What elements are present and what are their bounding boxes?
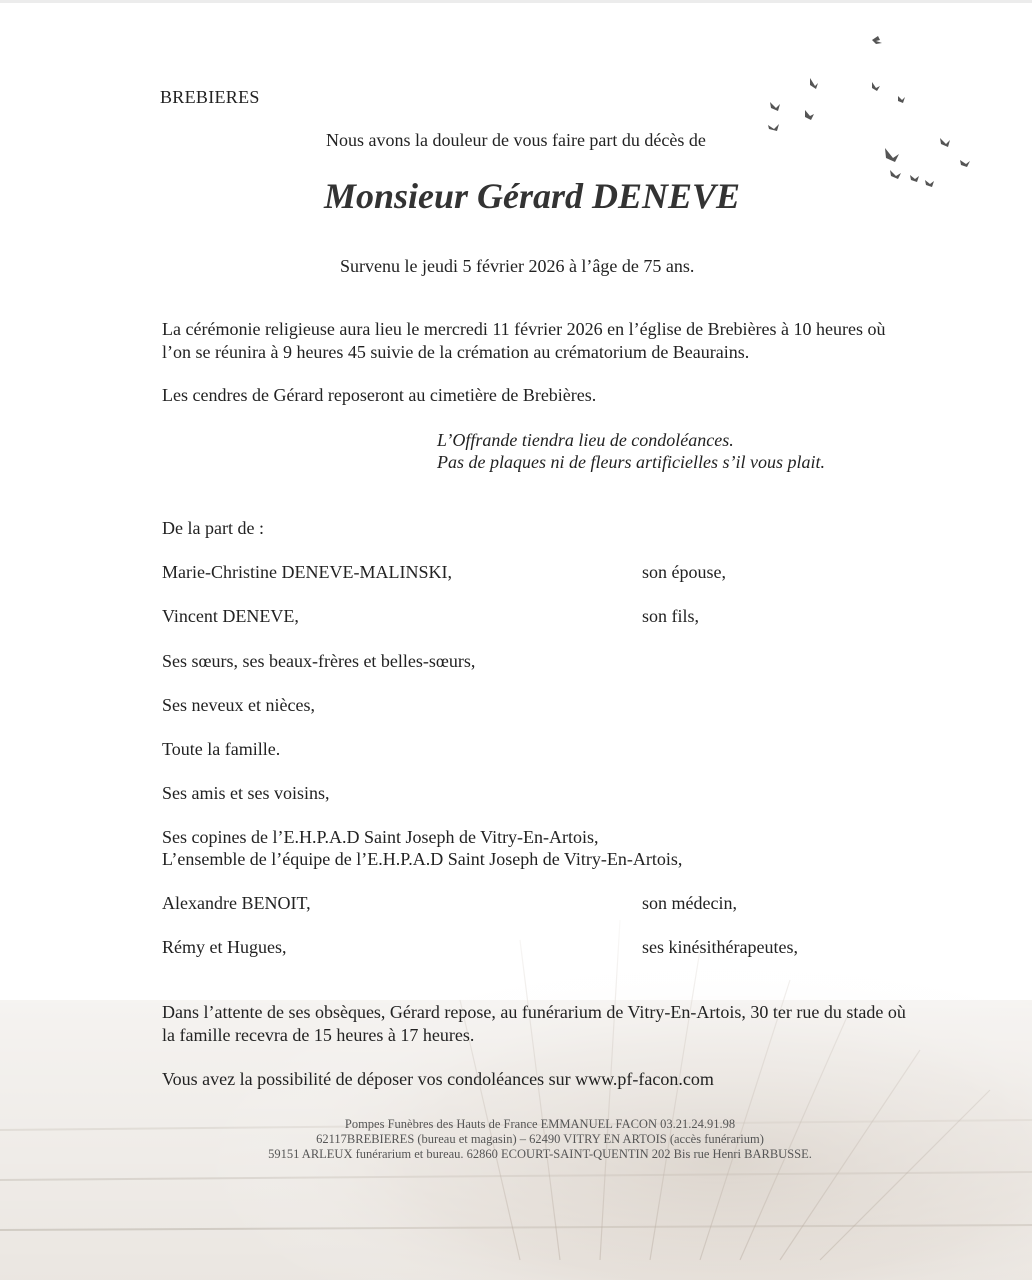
intro-text: Nous avons la douleur de vous faire part du décès de	[326, 130, 706, 150]
family-member: Ses amis et ses voisins,	[162, 783, 330, 803]
ceremony-line: l’on se réunira à 9 heures 45 suivie de la crémation au crématorium de Beaurains.	[162, 342, 750, 362]
ceremony-line: La cérémonie religieuse aura lieu le mercredi 11 février 2026 en l’église de Brebières à 10 heures où	[162, 319, 886, 339]
family-relation: ses kinésithérapeutes,	[642, 937, 798, 957]
family-member: Ses copines de l’E.H.P.A.D Saint Joseph de Vitry-En-Artois,	[162, 827, 599, 847]
funeral-home-line: 62117BREBIERES (bureau et magasin) – 62490 VITRY EN ARTOIS (accès funérarium)	[316, 1132, 764, 1146]
top-border	[0, 0, 1032, 3]
family-member: Toute la famille.	[162, 739, 281, 759]
family-relation: son fils,	[642, 606, 700, 626]
offering-line: L’Offrande tiendra lieu de condoléances.	[437, 430, 734, 450]
wake-line: la famille recevra de 15 heures à 17 heures.	[162, 1025, 475, 1045]
family-member: Ses sœurs, ses beaux-frères et belles-sœurs,	[162, 651, 476, 671]
deceased-name: Monsieur Gérard DENEVE	[323, 176, 741, 216]
city-heading: BREBIERES	[160, 87, 260, 107]
ashes-text: Les cendres de Gérard reposeront au cimetière de Brebières.	[162, 385, 597, 405]
death-date-text: Survenu le jeudi 5 février 2026 à l’âge de 75 ans.	[340, 256, 695, 276]
condolences-text: Vous avez la possibilité de déposer vos condoléances sur www.pf-facon.com	[162, 1069, 714, 1089]
family-member: Marie-Christine DENEVE-MALINSKI,	[162, 562, 452, 582]
family-relation: son médecin,	[642, 893, 737, 913]
family-member: Rémy et Hugues,	[162, 937, 287, 957]
funeral-home-line: 59151 ARLEUX funérarium et bureau. 62860 ECOURT-SAINT-QUENTIN 202 Bis rue Henri BARBUSSE.	[268, 1147, 812, 1161]
family-relation: son épouse,	[642, 562, 726, 582]
family-member: Ses neveux et nièces,	[162, 695, 315, 715]
offering-line: Pas de plaques ni de fleurs artificielles s’il vous plait.	[437, 452, 825, 472]
ceremony-paragraph	[162, 318, 962, 364]
wake-line: Dans l’attente de ses obsèques, Gérard repose, au funérarium de Vitry-En-Artois, 30 ter rue du stade où	[162, 1002, 906, 1022]
family-member: Alexandre BENOIT,	[162, 893, 311, 913]
funeral-home-line: Pompes Funèbres des Hauts de France EMMANUEL FACON 03.21.24.91.98	[344, 1117, 736, 1131]
from-label: De la part de :	[162, 518, 264, 538]
birds-illustration	[760, 30, 990, 200]
wake-paragraph	[162, 1001, 982, 1047]
family-member: Vincent DENEVE,	[162, 606, 299, 626]
family-member: L’ensemble de l’équipe de l’E.H.P.A.D Saint Joseph de Vitry-En-Artois,	[162, 849, 683, 869]
